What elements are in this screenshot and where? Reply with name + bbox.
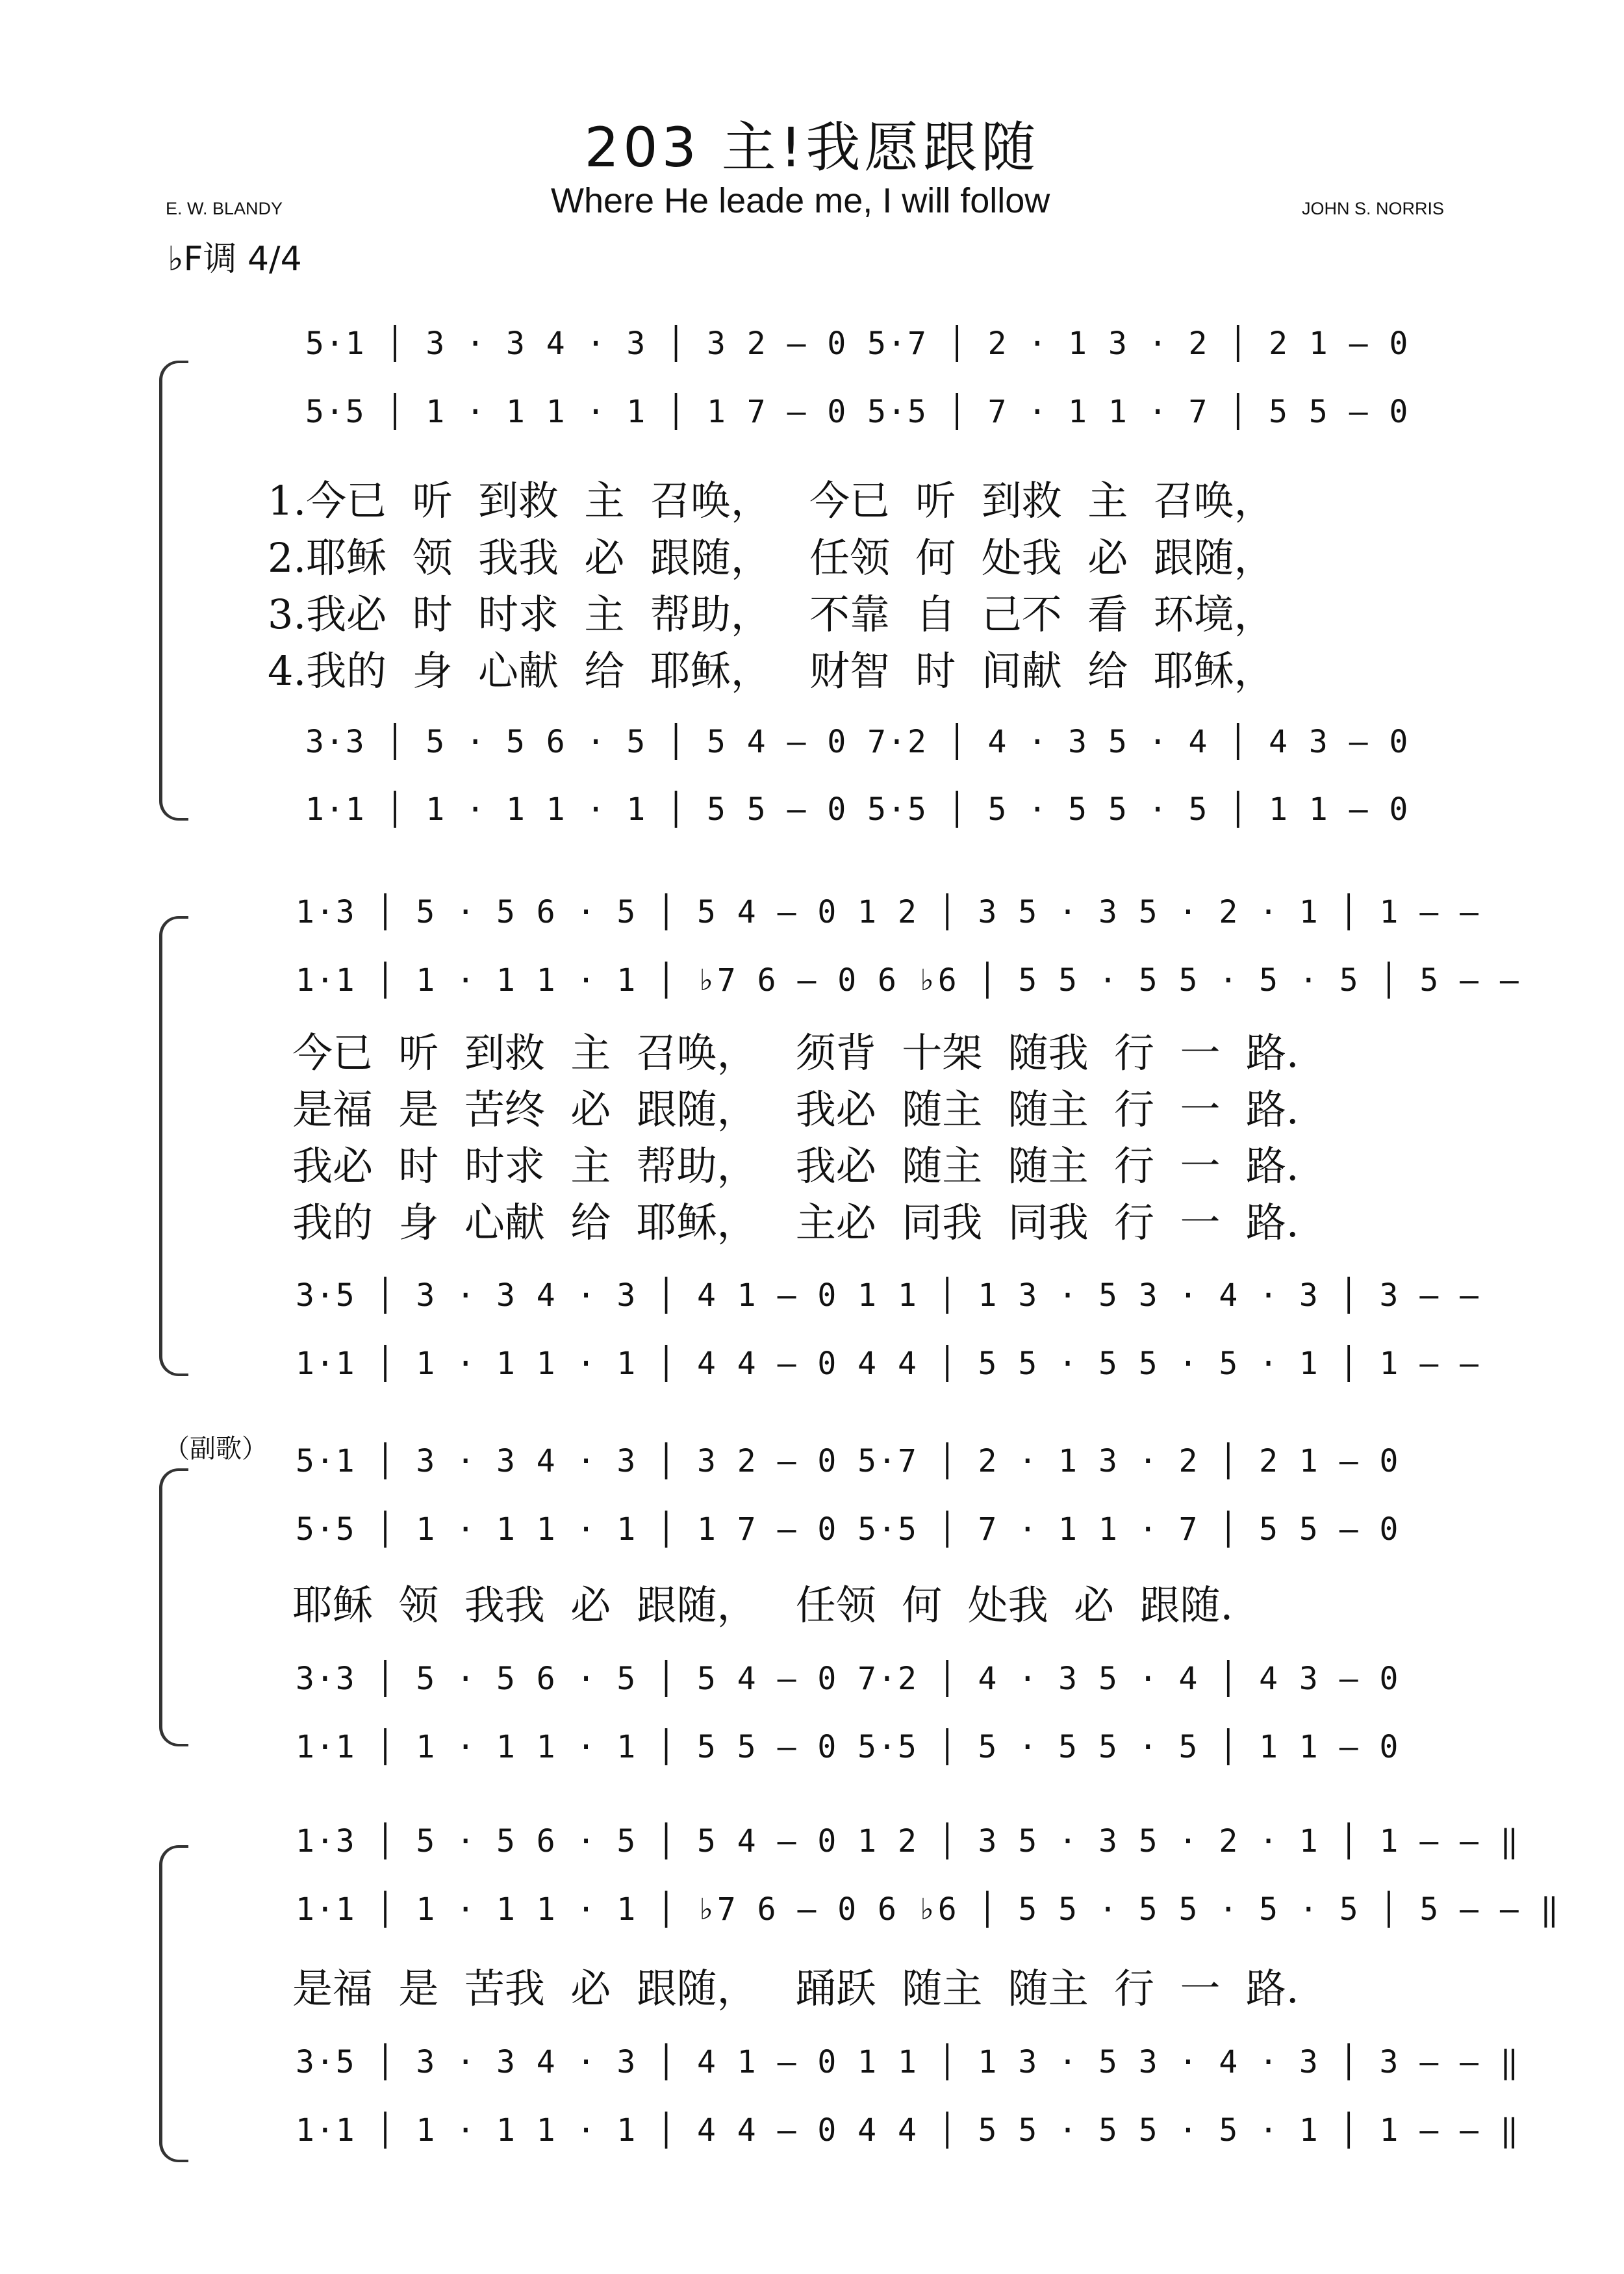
system-1-tenor: 3·3 │ 5 · 5 6 · 5 │ 5 4 — 0 7·2 │ 4 · 3 5 · 4 │ 4 3 — 0 (305, 724, 1410, 760)
system-2-verse-2: 是福 是 苦终 必 跟随， 我必 随主 随主 行 一 路. (292, 1086, 1299, 1133)
system-1-verse-1: 1.今已 听 到救 主 召唤， 今已 听 到救 主 召唤， (268, 477, 1275, 524)
system-1-bass: 1·1 │ 1 · 1 1 · 1 │ 5 5 — 0 5·5 │ 5 · 5 5 · 5 │ 1 1 — 0 (305, 791, 1410, 828)
system-3-tenor: 3·3 │ 5 · 5 6 · 5 │ 5 4 — 0 7·2 │ 4 · 3 5 · 4 │ 4 3 — 0 (296, 1661, 1400, 1697)
system-2-brace (159, 916, 188, 1376)
system-1-verse-4: 4.我的 身 心献 给 耶稣， 财智 时 间献 给 耶稣， (268, 647, 1275, 695)
system-3-bass: 1·1 │ 1 · 1 1 · 1 │ 5 5 — 0 5·5 │ 5 · 5 5 · 5 │ 1 1 — 0 (296, 1729, 1400, 1765)
system-2-soprano: 1·3 │ 5 · 5 6 · 5 │ 5 4 — 0 1 2 │ 3 5 · 3 5 · 2 · 1 │ 1 — — (296, 894, 1480, 930)
system-1-verse-3: 3.我必 时 时求 主 帮助， 不靠 自 己不 看 环境， (268, 591, 1275, 638)
system-2-verse-3: 我必 时 时求 主 帮助， 我必 随主 随主 行 一 路. (292, 1142, 1299, 1190)
system-3-soprano: 5·1 │ 3 · 3 4 · 3 │ 3 2 — 0 5·7 │ 2 · 1 3 · 2 │ 2 1 — 0 (296, 1443, 1400, 1479)
system-4-soprano: 1·3 │ 5 · 5 6 · 5 │ 5 4 — 0 1 2 │ 3 5 · 3 5 · 2 · 1 │ 1 — — ‖ (296, 1823, 1520, 1859)
chorus-label: （副歌） (164, 1434, 268, 1464)
system-1-brace (159, 361, 188, 821)
composer-credit: JOHN S. NORRIS (1302, 199, 1445, 218)
system-3-alto: 5·5 │ 1 · 1 1 · 1 │ 1 7 — 0 5·5 │ 7 · 1 1 · 7 │ 5 5 — 0 (296, 1511, 1400, 1548)
system-1-verse-2: 2.耶稣 领 我我 必 跟随， 任领 何 处我 必 跟随， (268, 534, 1275, 581)
hymn-title: 203 主!我愿跟随 (584, 116, 1040, 179)
system-1-alto: 5·5 │ 1 · 1 1 · 1 │ 1 7 — 0 5·5 │ 7 · 1 1 · 7 │ 5 5 — 0 (305, 394, 1410, 430)
system-2-verse-4: 我的 身 心献 给 耶稣， 主必 同我 同我 行 一 路. (292, 1199, 1299, 1246)
english-subtitle: Where He leade me, I will follow (551, 181, 1050, 220)
lyricist-credit: E. W. BLANDY (166, 199, 283, 218)
system-2-bass: 1·1 │ 1 · 1 1 · 1 │ 4 4 — 0 4 4 │ 5 5 · 5 5 · 5 · 1 │ 1 — — (296, 1346, 1480, 1382)
system-2-tenor: 3·5 │ 3 · 3 4 · 3 │ 4 1 — 0 1 1 │ 1 3 · 5 3 · 4 · 3 │ 3 — — (296, 1277, 1480, 1314)
system-2-verse-1: 今已 听 到救 主 召唤， 须背 十架 随我 行 一 路. (292, 1029, 1299, 1077)
system-2-alto: 1·1 │ 1 · 1 1 · 1 │ ♭7 6 — 0 6 ♭6 │ 5 5 · 5 5 · 5 · 5 │ 5 — — (296, 962, 1520, 999)
system-4-brace (159, 1845, 188, 2162)
system-4-alto: 1·1 │ 1 · 1 1 · 1 │ ♭7 6 — 0 6 ♭6 │ 5 5 · 5 5 · 5 · 5 │ 5 — — ‖ (296, 1891, 1560, 1928)
system-1-soprano: 5·1 │ 3 · 3 4 · 3 │ 3 2 — 0 5·7 │ 2 · 1 3 · 2 │ 2 1 — 0 (305, 326, 1410, 362)
system-4-tenor: 3·5 │ 3 · 3 4 · 3 │ 4 1 — 0 1 1 │ 1 3 · 5 3 · 4 · 3 │ 3 — — ‖ (296, 2044, 1520, 2080)
system-4-lyrics: 是福 是 苦我 必 跟随， 踊跃 随主 随主 行 一 路. (292, 1965, 1299, 2012)
system-4-bass: 1·1 │ 1 · 1 1 · 1 │ 4 4 — 0 4 4 │ 5 5 · 5 5 · 5 · 1 │ 1 — — ‖ (296, 2112, 1520, 2149)
system-3-brace (159, 1468, 188, 1746)
system-3-lyrics: 耶稣 领 我我 必 跟随， 任领 何 处我 必 跟随. (292, 1581, 1234, 1629)
key-signature: ♭F调 4/4 (168, 240, 302, 279)
